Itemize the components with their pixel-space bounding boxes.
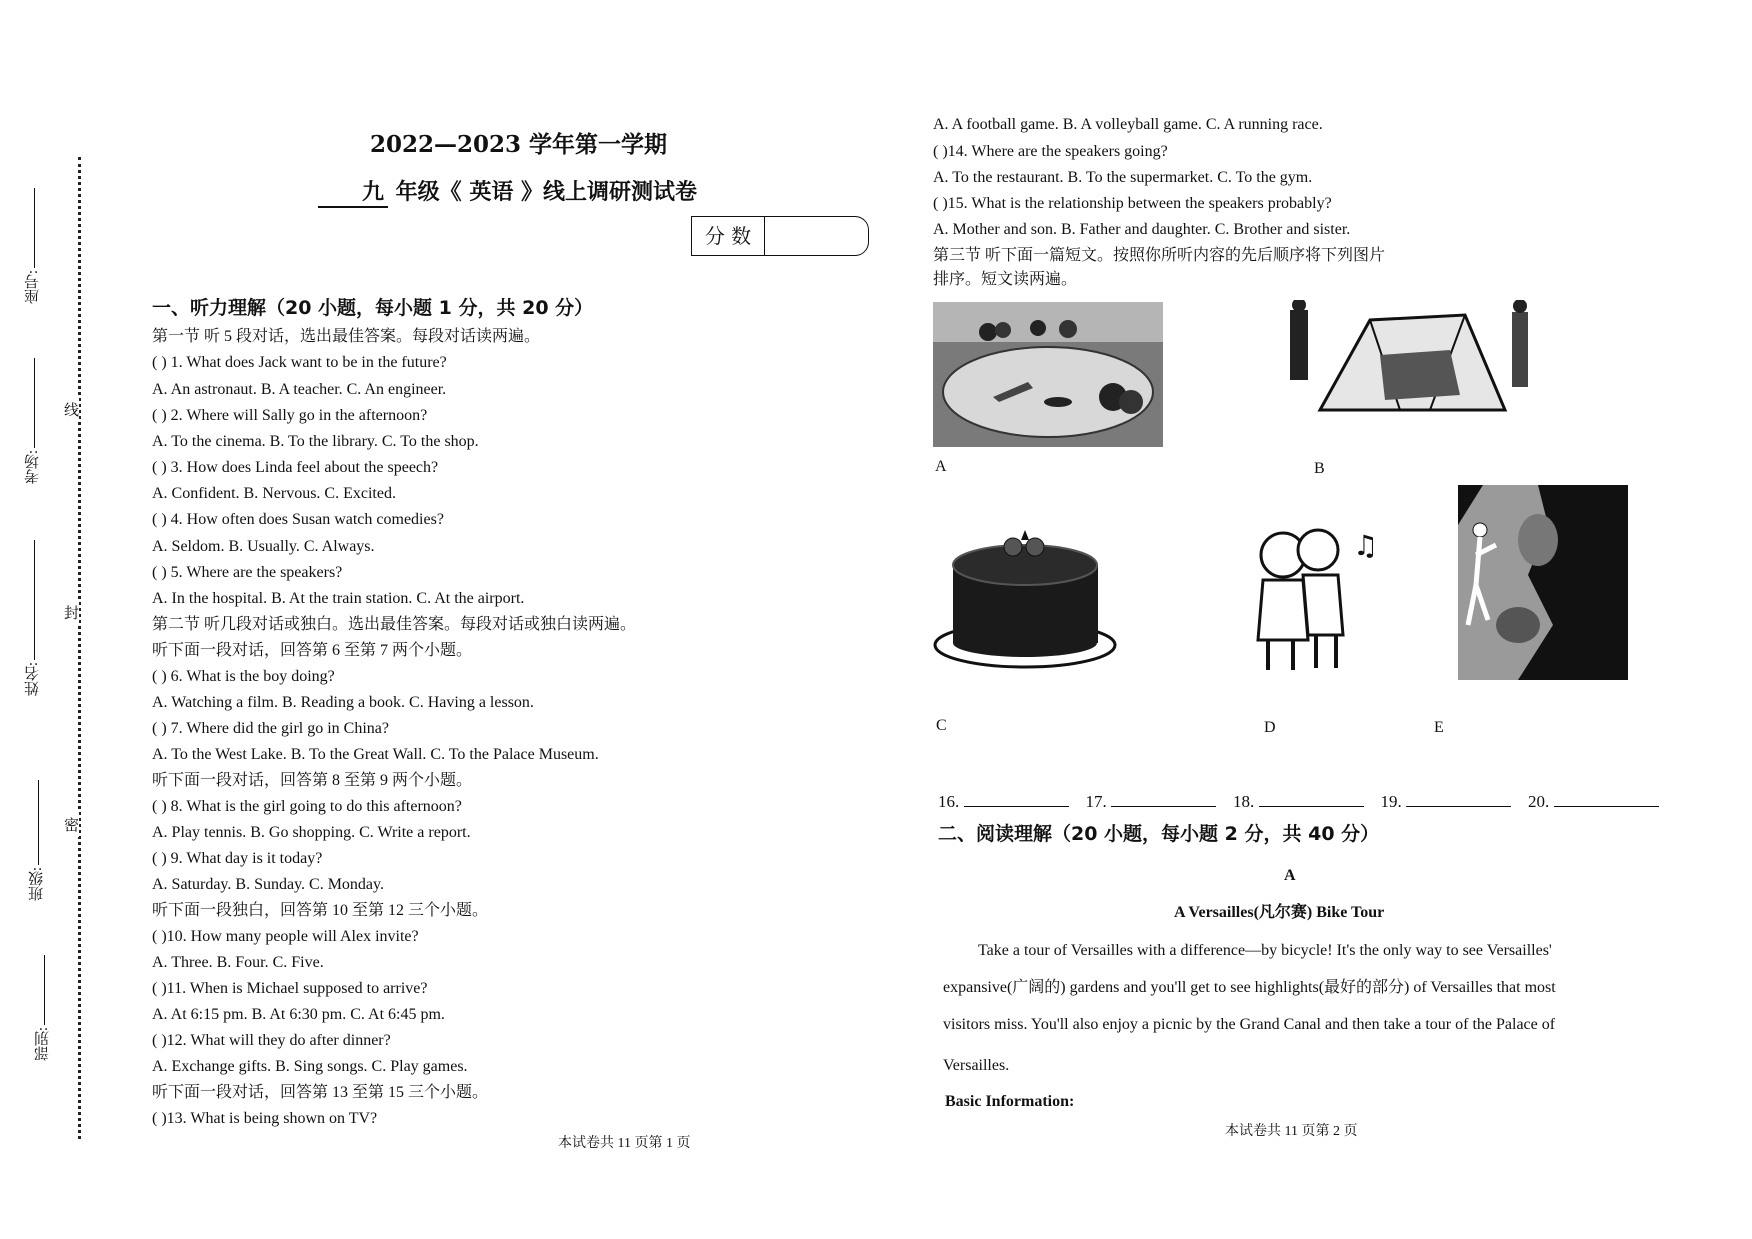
- page2-line: 排序。短文读两遍。: [933, 271, 1078, 288]
- department-line: [44, 955, 45, 1025]
- page1-line: 第二节 听几段对话或独白。选出最佳答案。每段对话或独白读两遍。: [152, 616, 637, 633]
- page1-line: ( ) 6. What is the boy doing?: [152, 668, 335, 685]
- passage-line: Take a tour of Versailles with a difference—by bicycle! It's the only way to see Versailles': [978, 942, 1552, 959]
- page1-line: ( ) 7. Where did the girl go in China?: [152, 720, 389, 737]
- answer-blank-20[interactable]: [1554, 792, 1659, 807]
- picture-label-c: C: [936, 717, 947, 734]
- seat-number-label: 座号:: [25, 270, 41, 305]
- picture-d-singing-children: [1248, 520, 1383, 680]
- answer-number-20: 20.: [1528, 792, 1550, 811]
- picture-label-b: B: [1314, 460, 1325, 477]
- picture-b-tent: [1290, 300, 1530, 430]
- section2-title: 二、阅读理解（20 小题，每小题 2 分，共 40 分）: [938, 823, 1380, 845]
- page1-line: A. Play tennis. B. Go shopping. C. Write a report.: [152, 824, 471, 841]
- page1-line: 听下面一段对话，回答第 8 至第 9 两个小题。: [152, 772, 473, 789]
- grade-value: 九: [318, 175, 388, 208]
- page1-line: 听下面一段对话，回答第 13 至第 15 三个小题。: [152, 1084, 489, 1101]
- page1-line: A. Seldom. B. Usually. C. Always.: [152, 538, 375, 555]
- answer-number-19: 19.: [1380, 792, 1402, 811]
- answer-number-18: 18.: [1233, 792, 1255, 811]
- picture-c-cake: [933, 515, 1118, 670]
- picture-a-lake-park: [933, 302, 1163, 447]
- picture-e-rock-climbing: [1458, 485, 1628, 680]
- page2-line: 第三节 听下面一篇短文。按照你所听内容的先后顺序将下列图片: [933, 247, 1386, 264]
- answer-blank-19[interactable]: [1406, 792, 1511, 807]
- page1-line: A. Watching a film. B. Reading a book. C. Having a lesson.: [152, 694, 534, 711]
- exam-term-title: 2022—2023 学年第一学期: [370, 131, 668, 158]
- page2-line: A. A football game. B. A volleyball game. C. A running race.: [933, 116, 1323, 133]
- picture-label-e: E: [1434, 719, 1444, 736]
- score-label: 分 数: [692, 217, 765, 255]
- page1-line: 听下面一段对话，回答第 6 至第 7 两个小题。: [152, 642, 473, 659]
- score-box[interactable]: [691, 216, 869, 256]
- name-label: 姓名:: [25, 662, 41, 697]
- seal-dotted-line: [78, 157, 81, 1139]
- page1-line: ( )13. What is being shown on TV?: [152, 1110, 378, 1127]
- page1-line: A. To the West Lake. B. To the Great Wall. C. To the Palace Museum.: [152, 746, 599, 763]
- page2-line: A. Mother and son. B. Father and daughter. C. Brother and sister.: [933, 221, 1351, 238]
- picture-label-a: A: [935, 458, 947, 475]
- answer-blanks: [938, 792, 1659, 812]
- page1-line: ( ) 9. What day is it today?: [152, 850, 323, 867]
- picture-label-d: D: [1264, 719, 1276, 736]
- page1-line: A. An astronaut. B. A teacher. C. An engineer.: [152, 381, 447, 398]
- page1-line: 听下面一段独白，回答第 10 至第 12 三个小题。: [152, 902, 489, 919]
- answer-blank-16[interactable]: [964, 792, 1069, 807]
- page1-line: ( )12. What will they do after dinner?: [152, 1032, 391, 1049]
- name-line: [34, 540, 35, 660]
- passage-line: visitors miss. You'll also enjoy a picnic by the Grand Canal and then take a tour of the Palace of: [943, 1016, 1556, 1033]
- exam-room-label: 考场:: [25, 450, 41, 485]
- seal-char-line: 线: [64, 397, 79, 422]
- answer-number-16: 16.: [938, 792, 960, 811]
- page1-line: A. At 6:15 pm. B. At 6:30 pm. C. At 6:45 pm.: [152, 1006, 445, 1023]
- page1-line: ( ) 1. What does Jack want to be in the future?: [152, 354, 447, 371]
- subject-line: 年级《 英语 》线上调研测试卷: [395, 179, 697, 205]
- seal-char-seal: 封: [64, 600, 79, 625]
- exam-paper-title: [318, 175, 697, 208]
- answer-blank-18[interactable]: [1259, 792, 1364, 807]
- seal-char-secret: 密: [64, 812, 79, 837]
- section1-title: 一、听力理解（20 小题，每小题 1 分，共 20 分）: [152, 297, 594, 319]
- page1-line: ( )10. How many people will Alex invite?: [152, 928, 419, 945]
- page1-line: ( ) 5. Where are the speakers?: [152, 564, 343, 581]
- page2-footer: 本试卷共 11 页第 2 页: [1225, 1124, 1358, 1139]
- class-line: [38, 780, 39, 865]
- class-label: 班级:: [29, 867, 45, 902]
- svg-text:♫: ♫: [1353, 529, 1379, 562]
- page1-line: A. To the cinema. B. To the library. C. To the shop.: [152, 433, 479, 450]
- passage-letter: A: [1284, 867, 1296, 884]
- page2-line: ( )15. What is the relationship between the speakers probably?: [933, 195, 1332, 212]
- page1-line: ( ) 4. How often does Susan watch comedies?: [152, 511, 444, 528]
- department-label: 部别:: [35, 1027, 51, 1062]
- passage-line: expansive(广阔的) gardens and you'll get to see highlights(最好的部分) of Versailles that most: [943, 979, 1556, 996]
- page1-footer: 本试卷共 11 页第 1 页: [558, 1136, 691, 1151]
- page1-line: ( )11. When is Michael supposed to arrive?: [152, 980, 428, 997]
- answer-number-17: 17.: [1085, 792, 1107, 811]
- passage-line: Versailles.: [943, 1057, 1010, 1074]
- page1-line: A. Saturday. B. Sunday. C. Monday.: [152, 876, 384, 893]
- page1-line: A. Three. B. Four. C. Five.: [152, 954, 324, 971]
- passage-title: A Versailles(凡尔赛) Bike Tour: [1174, 904, 1385, 921]
- page1-line: ( ) 2. Where will Sally go in the afternoon?: [152, 407, 428, 424]
- page1-line: 第一节 听 5 段对话，选出最佳答案。每段对话读两遍。: [152, 328, 541, 345]
- exam-room-line: [34, 358, 35, 448]
- page1-line: A. In the hospital. B. At the train station. C. At the airport.: [152, 590, 525, 607]
- page1-line: A. Exchange gifts. B. Sing songs. C. Play games.: [152, 1058, 468, 1075]
- page1-line: ( ) 8. What is the girl going to do this afternoon?: [152, 798, 462, 815]
- seat-number-line: [34, 188, 35, 268]
- page2-line: A. To the restaurant. B. To the supermarket. C. To the gym.: [933, 169, 1313, 186]
- answer-blank-17[interactable]: [1111, 792, 1216, 807]
- page1-line: A. Confident. B. Nervous. C. Excited.: [152, 485, 396, 502]
- page1-line: ( ) 3. How does Linda feel about the speech?: [152, 459, 439, 476]
- page2-line: ( )14. Where are the speakers going?: [933, 143, 1168, 160]
- basic-info-heading: Basic Information:: [945, 1093, 1075, 1110]
